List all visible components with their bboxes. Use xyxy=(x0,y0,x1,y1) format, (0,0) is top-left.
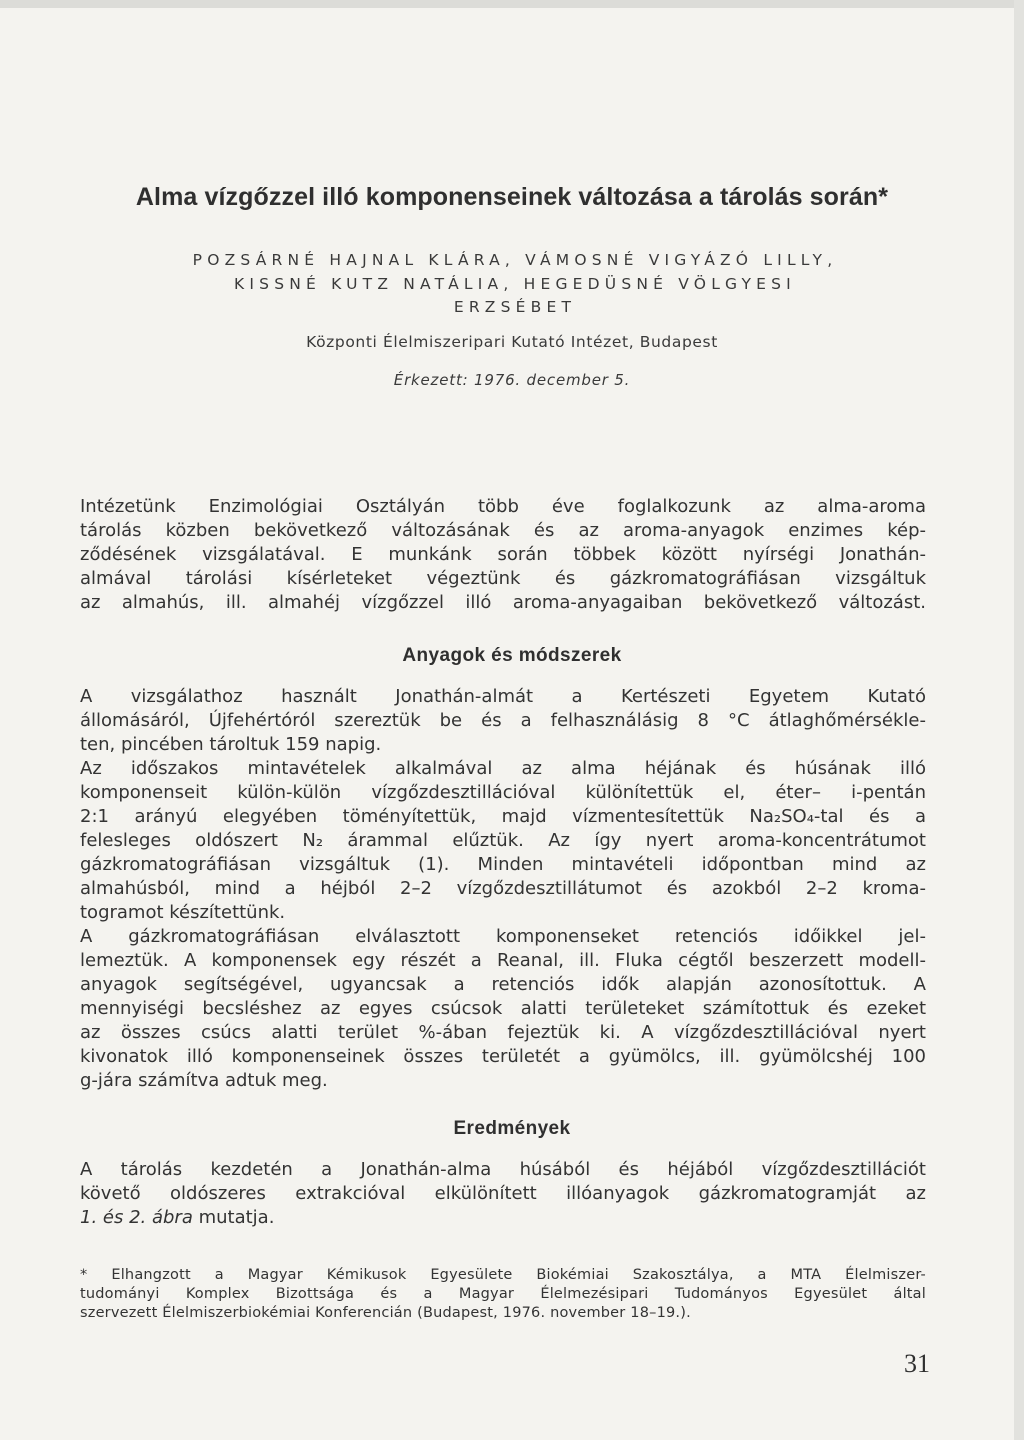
text-line: tárolás közben bekövetkező változásának és az aroma-anyagok enzimes kép- xyxy=(80,520,926,541)
text-line: mennyiségi becsléshez az egyes csúcsok alatti területeket számítottuk és ezeket xyxy=(80,998,926,1019)
text-line: felesleges oldószert N₂ árammal elűztük. Az így nyert aroma-koncentrátumot xyxy=(80,830,926,851)
author-line-1: POZSÁRNÉ HAJNAL KLÁRA, VÁMOSNÉ VIGYÁZÓ LILLY, xyxy=(192,251,838,269)
footnote-line: tudományi Komplex Bizottsága és a Magyar Élelmezésipari Tudományos Egyesület által xyxy=(80,1286,926,1302)
text-line: ződésének vizsgálatával. E munkánk során többek között nyírségi Jonathán- xyxy=(80,544,926,565)
text-line xyxy=(80,1206,926,1230)
footnote-line: szervezett Élelmiszerbiokémiai Konferencián (Budapest, 1976. november 18–19.). xyxy=(80,1305,691,1321)
footnote xyxy=(80,1266,926,1323)
affiliation: Központi Élelmiszeripari Kutató Intézet, Budapest xyxy=(306,333,718,351)
text-line: gázkromatográfiásan vizsgáltuk (1). Minden mintavételi időpontban mind az xyxy=(80,854,926,875)
intro-paragraph xyxy=(80,495,926,615)
text-line: almával tárolási kísérleteket végeztünk és gázkromatográfiásan vizsgáltuk xyxy=(80,568,926,589)
text-line: A vizsgálathoz használt Jonathán-almát a Kertészeti Egyetem Kutató xyxy=(80,686,926,707)
author-line-3: ERZSÉBET xyxy=(453,298,577,316)
article-title: Alma vízgőzzel illó komponenseinek változása a tárolás során* xyxy=(135,183,889,211)
text-line: A gázkromatográfiásan elválasztott komponenseket retenciós időikkel jel- xyxy=(80,926,926,947)
text-line: kivonatok illó komponenseinek összes területét a gyümölcs, ill. gyümölcshéj 100 xyxy=(80,1046,926,1067)
text-line: 2:1 arányú elegyében töményítettük, majd vízmentesítettük Na₂SO₄-tal és a xyxy=(80,806,926,827)
text-line: Az időszakos mintavételek alkalmával az alma héjának és húsának illó xyxy=(80,758,926,779)
figure-reference: 1. és 2. ábra xyxy=(80,1207,193,1228)
text-line: A tárolás kezdetén a Jonathán-alma húsából és héjából vízgőzdesztillációt xyxy=(80,1159,926,1180)
scan-border-right xyxy=(1014,0,1024,1440)
text-line: togramot készítettünk. xyxy=(80,902,286,923)
text-line: Intézetünk Enzimológiai Osztályán több éve foglalkozunk az alma-aroma xyxy=(80,496,926,517)
text-line: g-jára számítva adtuk meg. xyxy=(80,1070,328,1091)
received-date: Érkezett: 1976. december 5. xyxy=(393,371,631,389)
results-heading: Eredmények xyxy=(453,1118,571,1139)
text-line: állomásáról, Újfehértóról szereztük be és a felhasználásig 8 °C átlaghőmérsékle- xyxy=(80,710,926,731)
page-number: 31 xyxy=(904,1349,930,1378)
text-line: az összes csúcs alatti terület %-ában fejeztük ki. A vízgőzdesztillációval nyert xyxy=(80,1022,926,1043)
results-paragraph xyxy=(80,1158,926,1230)
text-line: követő oldószeres extrakcióval elkülönített illóanyagok gázkromatogramját az xyxy=(80,1183,926,1204)
text-line: ten, pincében tároltuk 159 napig. xyxy=(80,734,382,755)
text-line: anyagok segítségével, ugyancsak a retenciós idők alapján azonosítottuk. A xyxy=(80,974,926,995)
methods-paragraph-2 xyxy=(80,757,926,925)
methods-paragraph-3 xyxy=(80,925,926,1093)
text-line: almahúsból, mind a héjból 2–2 vízgőzdesztillátumot és azokból 2–2 kroma- xyxy=(80,878,926,899)
author-list xyxy=(70,249,960,320)
text-fragment: mutatja. xyxy=(192,1207,275,1228)
text-line: az almahús, ill. almahéj vízgőzzel illó aroma-anyagaiban bekövetkező változást. xyxy=(80,592,926,613)
text-line: lemeztük. A komponensek egy részét a Reanal, ill. Fluka cégtől beszerzett modell- xyxy=(80,950,926,971)
scan-border-top xyxy=(0,0,1024,8)
methods-heading: Anyagok és módszerek xyxy=(402,645,622,666)
methods-paragraph-1 xyxy=(80,685,926,757)
author-line-2: KISSNÉ KUTZ NATÁLIA, HEGEDÜSNÉ VÖLGYESI xyxy=(234,274,796,293)
text-line: komponenseit külön-külön vízgőzdesztillációval különítettük el, éter– i-pentán xyxy=(80,782,926,803)
footnote-line: * Elhangzott a Magyar Kémikusok Egyesülete Biokémiai Szakosztálya, a MTA Élelmiszer- xyxy=(80,1267,926,1283)
